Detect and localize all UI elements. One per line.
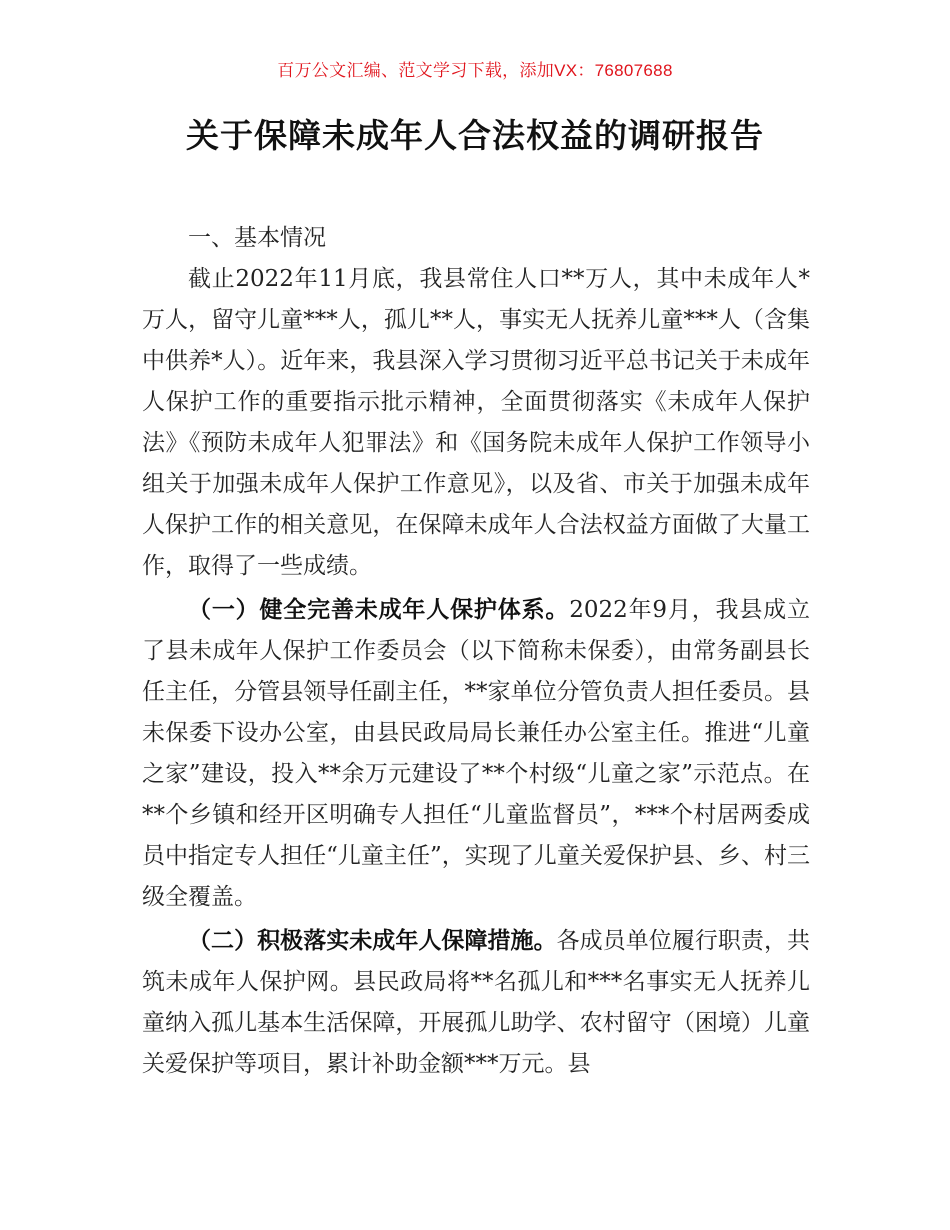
subheading-protection-system: （一）健全完善未成年人保护体系。: [188, 597, 570, 623]
paragraph-protection-system: [142, 590, 810, 918]
document-title: 关于保障未成年人合法权益的调研报告: [186, 116, 764, 155]
document-body: [142, 218, 810, 1088]
paragraph-protection-measures: [142, 921, 810, 1085]
paragraph-basic-situation: 截止2022年11月底，我县常住人口**万人，其中未成年人*万人，留守儿童***人，孤儿**人，事实无人抚养儿童***人（含集中供养*人）。近年来，我县深入学习贯彻习近平总书记关于未成年人保护工作的重要指示批示精神，全面贯彻落实《未成年人保护法》《预防未成年人犯罪法》和《国务院未成年人保护工作领导小组关于加强未成年人保护工作意见》，以及省、市关于加强未成年人保护工作的相关意见，在保障未成年人合法权益方面做了大量工作，取得了一些成绩。: [142, 266, 810, 579]
section-heading-basic-situation: 一、基本情况: [188, 225, 326, 251]
text-protection-measures: 各成员单位履行职责，共筑未成年人保护网。县民政局将**名孤儿和***名事实无人抚养儿童纳入孤儿基本生活保障，开展孤儿助学、农村留守（困境）儿童关爱保护等项目，累计补助金额***万元。县: [142, 928, 811, 1077]
text-protection-system: 2022年9月，我县成立了县未成年人保护工作委员会（以下简称未保委），由常务副县长任主任，分管县领导任副主任，**家单位分管负责人担任委员。县未保委下设办公室，由县民政局局长兼任办公室主任。推进“儿童之家”建设，投入**余万元建设了**个村级“儿童之家”示范点。在**个乡镇和经开区明确专人担任“儿童监督员”，***个村居两委成员中指定专人担任“儿童主任”，实现了儿童关爱保护县、乡、村三级全覆盖。: [142, 597, 810, 910]
watermark-banner: 百万公文汇编、范文学习下载，添加VX：76807688: [277, 61, 673, 80]
subheading-protection-measures: （二）积极落实未成年人保障措施。: [188, 928, 557, 954]
